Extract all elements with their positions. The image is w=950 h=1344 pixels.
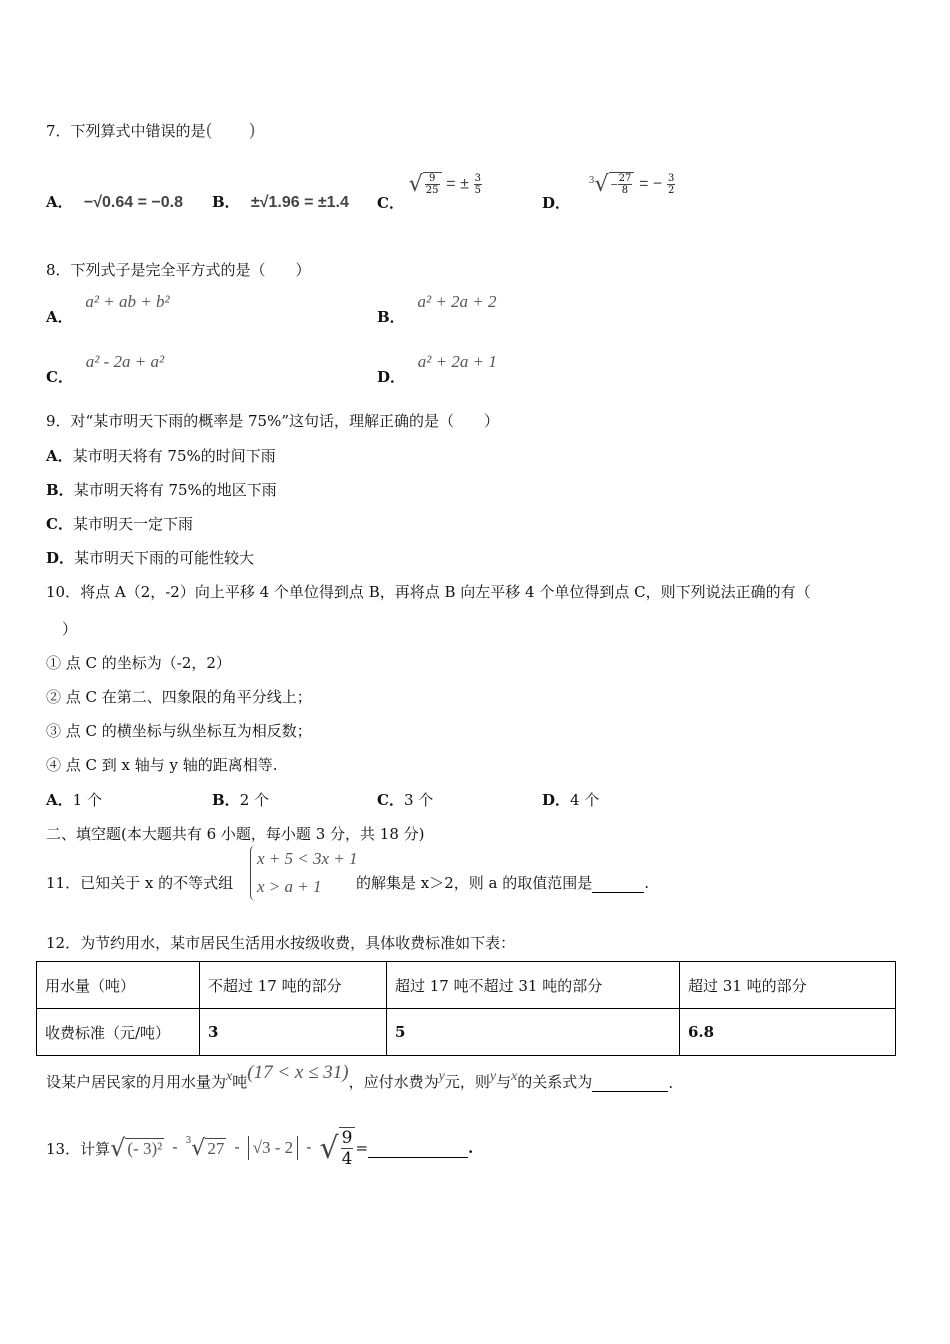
q7-stem: 7．下列算式中错误的是( )	[46, 120, 256, 141]
q12-answer-blank[interactable]	[592, 1073, 668, 1092]
q11-prefix: 11．已知关于 x 的不等式组	[46, 874, 234, 892]
table-cell: 收费标准（元/吨）	[37, 1009, 200, 1056]
table-row	[37, 1009, 896, 1056]
q9-stem: 9．对“某市明天下雨的概率是 75%”这句话，理解正确的是（ ）	[46, 412, 499, 430]
q10-statement-2: ② 点 C 在第二、四象限的角平分线上；	[46, 688, 312, 706]
q10-option-b: B．2 个	[212, 791, 269, 809]
q8-option-a: A． a² + ab + b²	[46, 292, 170, 326]
q10-stem-close: ）	[62, 620, 78, 638]
q10-option-a: A．1 个	[46, 791, 102, 809]
q10-statement-4: ④ 点 C 到 x 轴与 y 轴的距离相等.	[46, 756, 278, 774]
table-cell: 3	[200, 1009, 387, 1056]
q11-inequality-2: x > a + 1	[257, 877, 322, 896]
q8-option-d: D． a² + 2a + 1	[377, 352, 497, 386]
q7-option-b: B． ±√1.96 = ±1.4	[212, 193, 349, 211]
section-heading: 二、填空题(本大题共有 6 小题，每小题 3 分，共 18 分)	[46, 825, 425, 843]
q9-option-d: D．某市明天下雨的可能性较大	[46, 549, 255, 567]
q9-option-b: B．某市明天将有 75%的地区下雨	[46, 481, 277, 499]
q11-suffix: 的解集是 x＞2，则 a 的取值范围是 .	[356, 874, 650, 892]
q13-expression: 13．计算 √ (- 3)² - $^3$ √ 27 - √3 - 2 - √ $\frac{9}{4}$ = .	[46, 1128, 474, 1169]
q8-stem: 8．下列式子是完全平方式的是（ ）	[46, 261, 311, 279]
answer-paren: ( )	[205, 120, 256, 141]
q8-option-c: C． a² - 2a + a²	[46, 352, 165, 386]
q13-answer-blank[interactable]	[368, 1139, 468, 1158]
q9-option-a: A．某市明天将有 75%的时间下雨	[46, 447, 276, 465]
q10-statement-1: ① 点 C 的坐标为（-2，2）	[46, 654, 231, 672]
q7-option-a: A． −√0.64 = −0.8	[46, 193, 183, 211]
q9-option-c: C．某市明天一定下雨	[46, 515, 193, 533]
q11-inequality-system	[250, 845, 358, 901]
q10-option-d: D．4 个	[542, 791, 600, 809]
table-header-cell: 不超过 17 吨的部分	[200, 962, 387, 1009]
q7-option-d: D． $^3$√ − $\frac{27}{8}$ = − $\frac{3}{2}$	[542, 172, 675, 212]
q10-option-c: C．3 个	[377, 791, 434, 809]
q12-follow-up: 设某户居民家的月用水量为x吨(17 < x ≤ 31)，应付水费为y元，则y与x的关系式为 .	[46, 1062, 674, 1092]
q10-stem: 10．将点 A（2，-2）向上平移 4 个单位得到点 B，再将点 B 向左平移 4 个单位得到点 C，则下列说法正确的有（	[46, 583, 811, 601]
table-header-cell: 用水量（吨）	[37, 962, 200, 1009]
table-cell: 6.8	[680, 1009, 896, 1056]
q7-option-c: C． √ $\frac{9}{25}$ = ± $\frac{3}{5}$	[377, 172, 482, 212]
table-cell: 5	[387, 1009, 680, 1056]
q11-inequality-1: x + 5 < 3x + 1	[257, 849, 358, 868]
q10-statement-3: ③ 点 C 的横坐标与纵坐标互为相反数；	[46, 722, 312, 740]
table-row	[37, 962, 896, 1009]
table-header-cell: 超过 17 吨不超过 31 吨的部分	[387, 962, 680, 1009]
fee-table	[36, 961, 896, 1056]
q12-stem: 12．为节约用水，某市居民生活用水按级收费，具体收费标准如下表：	[46, 934, 516, 952]
table-header-cell: 超过 31 吨的部分	[680, 962, 896, 1009]
q8-option-b: B． a² + 2a + 2	[377, 292, 497, 326]
q11-answer-blank[interactable]	[592, 874, 644, 893]
